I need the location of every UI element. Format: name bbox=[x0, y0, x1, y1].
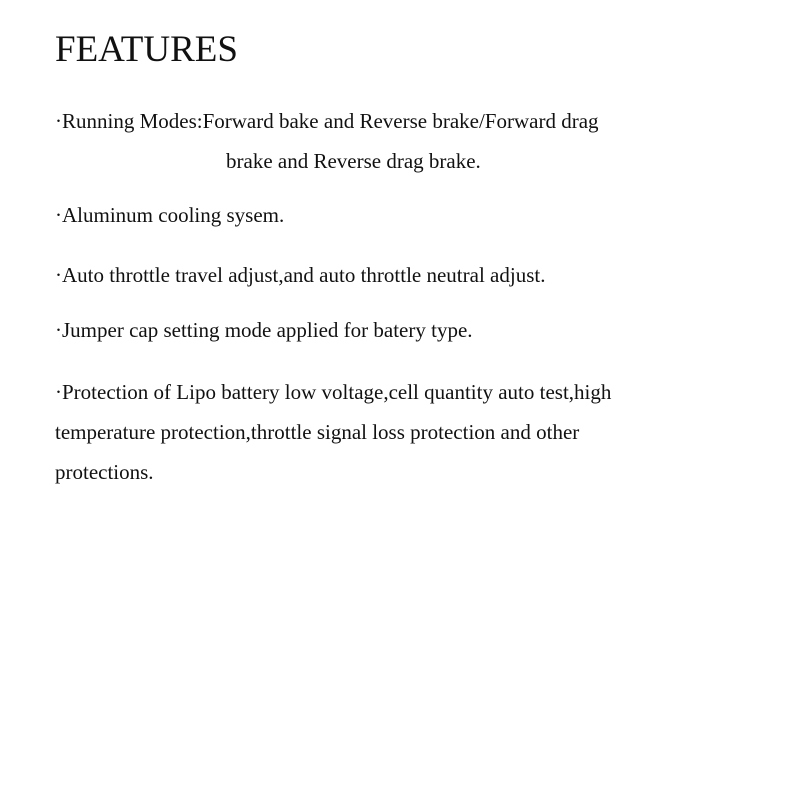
feature-line: temperature protection,throttle signal loss protection and other bbox=[55, 420, 580, 444]
feature-line: protections. bbox=[55, 460, 154, 484]
feature-line: ·Auto throttle travel adjust,and auto throttle neutral adjust. bbox=[55, 263, 546, 287]
feature-line: ·Aluminum cooling sysem. bbox=[55, 203, 285, 227]
feature-line: ·Running Modes:Forward bake and Reverse brake/Forward drag bbox=[55, 109, 599, 133]
feature-line: brake and Reverse drag brake. bbox=[226, 149, 481, 173]
feature-line: ·Protection of Lipo battery low voltage,cell quantity auto test,high bbox=[55, 380, 612, 404]
page-title: FEATURES bbox=[55, 29, 238, 70]
feature-line: ·Jumper cap setting mode applied for batery type. bbox=[55, 318, 473, 342]
